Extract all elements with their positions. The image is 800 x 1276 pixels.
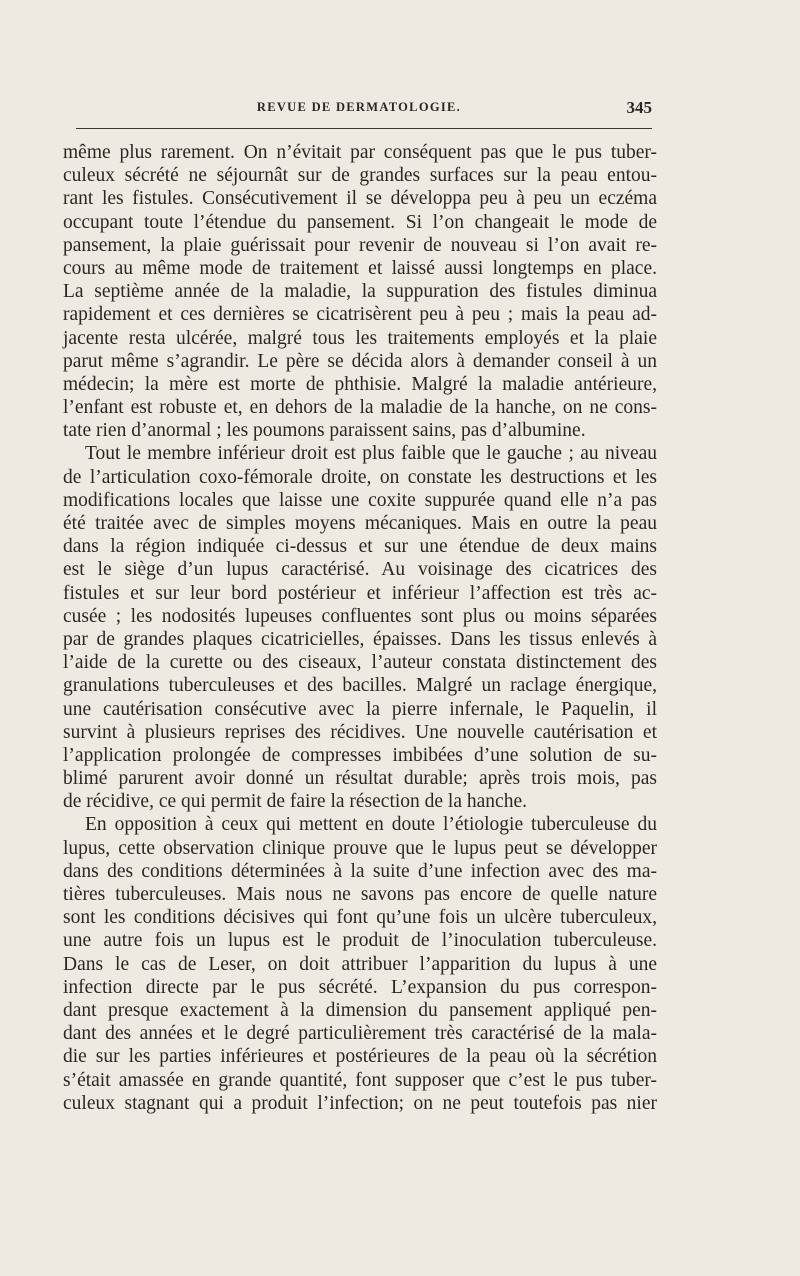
text-line: s’était amassée en grande quantité, font supposer que c’est le pus tuber- xyxy=(63,1069,657,1091)
text-line: La septième année de la maladie, la suppuration des fistules diminua xyxy=(63,281,657,303)
text-line: dant presque exactement à la dimension du pansement appliqué pen- xyxy=(63,999,657,1021)
page-number: 345 xyxy=(626,98,652,117)
text-line: granulations tuberculeuses et des bacilles. Malgré un raclage énergique, xyxy=(63,675,657,697)
text-line: Tout le membre inférieur droit est plus faible que le gauche ; au niveau xyxy=(85,443,657,465)
text-line: die sur les parties inférieures et postérieures de la peau où la sécrétion xyxy=(63,1046,657,1068)
text-line: culeux sécrété ne séjournât sur de grandes surfaces sur la peau entou- xyxy=(63,165,657,187)
text-line: rapidement et ces dernières se cicatrisèrent peu à peu ; mais la peau ad- xyxy=(63,304,657,326)
text-line: rant les fistules. Consécutivement il se développa peu à peu un eczéma xyxy=(63,188,657,210)
text-line: une cautérisation consécutive avec la pierre infernale, le Paquelin, il xyxy=(63,698,657,720)
text-line: pansement, la plaie guérissait pour revenir de nouveau si l’on avait re- xyxy=(63,234,657,256)
text-line: parut même s’agrandir. Le père se décida alors à demander conseil à un xyxy=(63,350,657,372)
text-line: sont les conditions décisives qui font qu’une fois un ulcère tuberculeux, xyxy=(63,907,657,929)
text-line: infection directe par le pus sécrété. L’expansion du pus correspon- xyxy=(63,976,657,998)
page-header xyxy=(66,100,652,120)
text-line: occupant toute l’étendue du pansement. Si l’on changeait le mode de xyxy=(63,211,657,233)
text-line: blimé parurent avoir donné un résultat durable; après trois mois, pas xyxy=(63,768,657,790)
text-line: par de grandes plaques cicatricielles, épaisses. Dans les tissus enlevés à xyxy=(63,628,657,650)
running-title: REVUE DE DERMATOLOGIE. xyxy=(256,100,462,114)
text-line: tières tuberculeuses. Mais nous ne savons pas encore de quelle nature xyxy=(63,884,657,905)
text-line: une autre fois un lupus est le produit de l’inoculation tuberculeuse. xyxy=(63,930,657,952)
text-line: médecin; la mère est morte de phthisie. Malgré la maladie antérieure, xyxy=(63,373,657,395)
text-line: dans la région indiquée ci-dessus et sur une étendue de deux mains xyxy=(63,536,657,558)
text-line: En opposition à ceux qui mettent en doute l’étiologie tuberculeuse du xyxy=(85,814,657,836)
text-line: fistules et sur leur bord postérieur et inférieur l’affection est très ac- xyxy=(63,582,657,604)
text-line: dans des conditions déterminées à la suite d’une infection avec des ma- xyxy=(63,860,657,882)
text-line: cours au même mode de traitement et laissé aussi longtemps en place. xyxy=(63,257,657,279)
text-line: jacente resta ulcérée, malgré tous les traitements employés et la plaie xyxy=(63,327,657,349)
text-line: l’aide de la curette ou des ciseaux, l’auteur constata distinctement des xyxy=(63,652,657,674)
text-line: de l’articulation coxo-fémorale droite, on constate les destructions et les xyxy=(63,466,657,488)
text-line: lupus, cette observation clinique prouve que le lupus peut se développer xyxy=(63,837,657,859)
header-rule xyxy=(76,128,652,129)
text-line: été traitée avec de simples moyens mécaniques. Mais en outre la peau xyxy=(63,513,657,534)
text-line: même plus rarement. On n’évitait par conséquent pas que le pus tuber- xyxy=(63,142,657,163)
text-line: dant des années et le degré particulièrement très caractérisé de la mala- xyxy=(63,1023,657,1045)
text-line: de récidive, ce qui permit de faire la résection de la hanche. xyxy=(63,791,527,813)
body-text xyxy=(63,141,657,1115)
text-line: survint à plusieurs reprises des récidives. Une nouvelle cautérisation et xyxy=(63,721,657,743)
text-line: culeux stagnant qui a produit l’infection; on ne peut toutefois pas nier xyxy=(63,1092,657,1114)
text-line: Dans le cas de Leser, on doit attribuer l’apparition du lupus à une xyxy=(63,953,657,975)
text-line: l’application prolongée de compresses imbibées d’une solution de su- xyxy=(63,744,657,766)
text-line: cusée ; les nodosités lupeuses confluentes sont plus ou moins séparées xyxy=(63,605,657,627)
text-line: modifications locales que laisse une coxite suppurée quand elle n’a pas xyxy=(63,489,657,511)
text-line: est le siège d’un lupus caractérisé. Au voisinage des cicatrices des xyxy=(63,559,657,581)
text-line: tate rien d’anormal ; les poumons paraissent sains, pas d’albumine. xyxy=(63,420,586,442)
text-line: l’enfant est robuste et, en dehors de la maladie de la hanche, on ne cons- xyxy=(63,397,657,419)
